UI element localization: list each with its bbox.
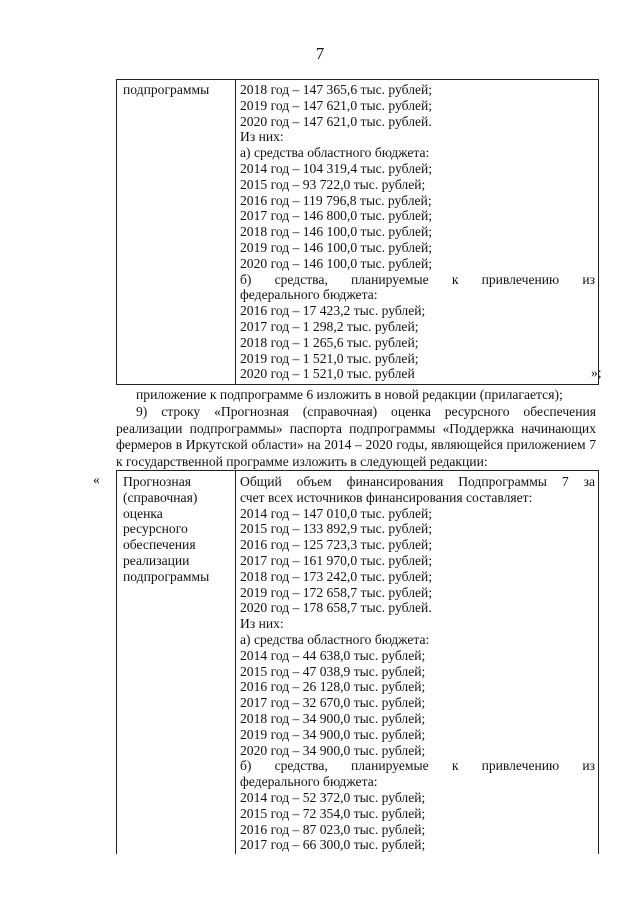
federal-budget-heading: б) средства, планируемые к привлечению из bbox=[240, 271, 595, 287]
funding-line: 2020 год – 146 100,0 тыс. рублей; bbox=[240, 255, 433, 271]
funding-line: 2017 год – 66 300,0 тыс. рублей; bbox=[240, 837, 426, 853]
row-label-line: Прогнозная bbox=[123, 474, 191, 489]
funding-line: 2015 год – 133 892,9 тыс. рублей; bbox=[240, 521, 433, 537]
funding-line: 2017 год – 1 298,2 тыс. рублей; bbox=[240, 318, 419, 334]
item-nine-paragraph: 9) строку «Прогнозная (справочная) оценка ресурсного обеспечения реализации подпрограммы» паспорта подпрограммы «Поддержка начинающих фермеров в Иркутской области» на 2014 – 2020 годы, являющейся приложением 7 к государственной программе изложить в следующей редакции: bbox=[116, 404, 596, 469]
funding-line: 2016 год – 26 128,0 тыс. рублей; bbox=[240, 679, 426, 695]
funding-line: 2019 год – 34 900,0 тыс. рублей; bbox=[240, 726, 426, 742]
funding-line: 2019 год – 172 658,7 тыс. рублей; bbox=[240, 584, 433, 600]
row-label-line: (справочная) bbox=[123, 489, 198, 505]
row-label-line: оценка bbox=[123, 505, 163, 521]
regional-budget-heading: а) средства областного бюджета: bbox=[240, 145, 430, 161]
funding-line: 2015 год – 93 722,0 тыс. рублей; bbox=[240, 176, 426, 192]
funding-line: 2018 год – 34 900,0 тыс. рублей; bbox=[240, 710, 426, 726]
row-label-line: реализации bbox=[123, 552, 190, 568]
funding-line: 2018 год – 147 365,6 тыс. рублей; bbox=[240, 82, 433, 97]
funding-line: 2020 год – 1 521,0 тыс. рублей bbox=[240, 366, 415, 382]
row-label-line: обеспечения bbox=[123, 537, 196, 553]
table-row bbox=[117, 80, 599, 385]
funding-line: 2017 год – 32 670,0 тыс. рублей; bbox=[240, 695, 426, 711]
appendix-paragraph: приложение к подпрограмме 6 изложить в новой редакции (прилагается); bbox=[136, 387, 563, 402]
funding-line: 2014 год – 104 319,4 тыс. рублей; bbox=[240, 160, 433, 176]
financing-intro-cont: счет всех источников финансирования составляет: bbox=[240, 489, 533, 505]
row-label-line: подпрограммы bbox=[123, 568, 210, 584]
value-cell bbox=[236, 80, 599, 385]
funding-line: 2015 год – 72 354,0 тыс. рублей; bbox=[240, 805, 426, 821]
funding-line: 2015 год – 47 038,9 тыс. рублей; bbox=[240, 663, 426, 679]
funding-line: 2014 год – 52 372,0 тыс. рублей; bbox=[240, 789, 426, 805]
financing-intro: Общий объем финансирования Подпрограммы 7 за bbox=[240, 474, 595, 489]
value-cell bbox=[236, 471, 599, 855]
funding-line: 2018 год – 173 242,0 тыс. рублей; bbox=[240, 568, 433, 584]
funding-line: 2020 год – 178 658,7 тыс. рублей. bbox=[240, 600, 432, 616]
funding-line: 2016 год – 125 723,3 тыс. рублей; bbox=[240, 537, 433, 553]
label-cell bbox=[117, 471, 236, 855]
funding-line: 2020 год – 34 900,0 тыс. рублей; bbox=[240, 742, 426, 758]
funding-line: 2018 год – 1 265,6 тыс. рублей; bbox=[240, 334, 419, 350]
row-label: подпрограммы bbox=[123, 82, 210, 97]
of-them-label: Из них: bbox=[240, 129, 284, 145]
funding-line: 2014 год – 44 638,0 тыс. рублей; bbox=[240, 647, 426, 663]
of-them-label: Из них: bbox=[240, 616, 284, 632]
funding-line: 2018 год – 146 100,0 тыс. рублей; bbox=[240, 224, 433, 240]
table-row bbox=[117, 471, 599, 855]
regional-budget-heading: а) средства областного бюджета: bbox=[240, 631, 430, 647]
funding-line: 2017 год – 146 800,0 тыс. рублей; bbox=[240, 208, 433, 224]
federal-budget-heading-cont: федерального бюджета: bbox=[240, 774, 378, 790]
funding-line: 2019 год – 1 521,0 тыс. рублей; bbox=[240, 350, 419, 366]
passport-table-continued bbox=[116, 79, 599, 385]
funding-line: 2020 год – 147 621,0 тыс. рублей. bbox=[240, 113, 432, 129]
closing-quote: »; bbox=[591, 365, 602, 380]
funding-line: 2014 год – 147 010,0 тыс. рублей; bbox=[240, 505, 433, 521]
federal-budget-heading-cont: федерального бюджета: bbox=[240, 287, 378, 303]
funding-line: 2017 год – 161 970,0 тыс. рублей; bbox=[240, 552, 433, 568]
opening-quote: « bbox=[93, 472, 100, 487]
funding-line: 2019 год – 146 100,0 тыс. рублей; bbox=[240, 239, 433, 255]
row-label-line: ресурсного bbox=[123, 521, 188, 537]
funding-line: 2016 год – 17 423,2 тыс. рублей; bbox=[240, 303, 426, 319]
funding-line: 2019 год – 147 621,0 тыс. рублей; bbox=[240, 97, 433, 113]
funding-line: 2016 год – 119 796,8 тыс. рублей; bbox=[240, 192, 432, 208]
federal-budget-heading: б) средства, планируемые к привлечению из bbox=[240, 758, 595, 774]
page-number: 7 bbox=[315, 44, 325, 63]
passport-table-new bbox=[116, 470, 599, 854]
label-cell bbox=[117, 80, 236, 385]
funding-line: 2016 год – 87 023,0 тыс. рублей; bbox=[240, 821, 426, 837]
